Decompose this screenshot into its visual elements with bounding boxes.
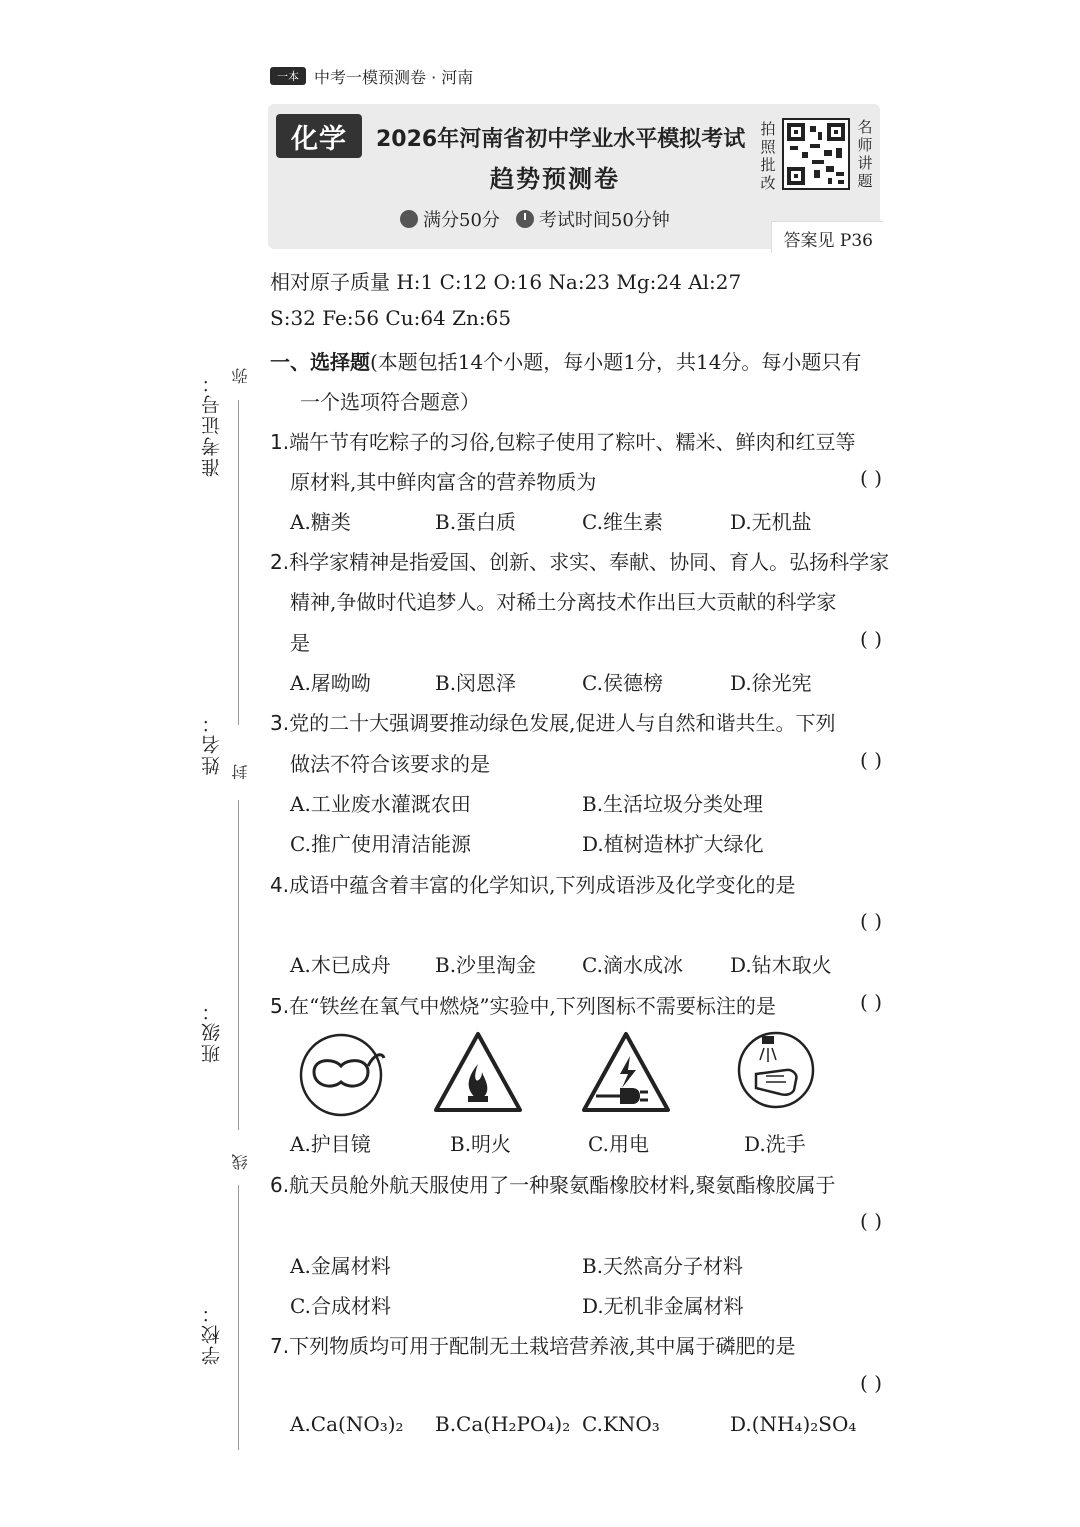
option[interactable]: B.蛋白质 (435, 510, 517, 534)
exam-meta (400, 206, 670, 232)
option[interactable]: D.无机盐 (730, 510, 812, 534)
option[interactable]: D.(NH₄)₂SO₄ (730, 1412, 857, 1436)
exam-subtitle: 趋势预测卷 (490, 165, 620, 193)
medal-icon (400, 210, 418, 228)
brand-text: 中考一模预测卷 · 河南 (314, 67, 474, 87)
seal-mark: 弥 (231, 368, 250, 384)
margin-divider (238, 800, 239, 1130)
answer-blank[interactable]: ( ) (860, 627, 882, 651)
option[interactable]: A.工业废水灌溉农田 (290, 792, 471, 816)
option[interactable]: D.植树造林扩大绿化 (582, 832, 764, 856)
option[interactable]: C.推广使用清洁能源 (290, 832, 471, 856)
answer-blank[interactable]: ( ) (860, 466, 882, 490)
option[interactable]: C.合成材料 (290, 1294, 391, 1318)
option[interactable]: B.生活垃圾分类处理 (582, 792, 764, 816)
exam-title: 2026年河南省初中学业水平模拟考试 (376, 127, 746, 152)
brand-line (270, 64, 473, 88)
margin-divider (238, 1185, 239, 1450)
label-admission-number: 准考证号： (201, 372, 223, 477)
exam-time: 考试时间50分钟 (538, 210, 670, 231)
section-description: (本题包括14个小题，每小题1分，共14分。每小题只有 (370, 350, 862, 374)
margin-divider (238, 400, 239, 725)
electricity-icon (580, 1030, 672, 1114)
question-1-line: 原材料,其中鲜肉富含的营养物质为 ( ) (290, 466, 882, 494)
answer-blank[interactable]: ( ) (860, 1371, 882, 1395)
option[interactable]: C.侯德榜 (582, 671, 663, 695)
answer-blank[interactable]: ( ) (860, 748, 882, 772)
label-name: 姓名： (201, 712, 223, 775)
section-heading (270, 346, 882, 375)
section-title: 一、选择题 (270, 350, 370, 374)
full-score: 满分50分 (423, 210, 500, 231)
clock-icon (516, 210, 534, 228)
question-2-line: 精神,争做时代追梦人。对稀土分离技术作出巨大贡献的科学家 (290, 590, 837, 614)
question-3-line: 做法不符合该要求的是 ( ) (290, 748, 882, 776)
option[interactable]: A.屠呦呦 (290, 671, 371, 695)
option[interactable]: D.徐光宪 (730, 671, 812, 695)
subject-badge: 化学 (276, 114, 362, 158)
question-6-line: 6.航天员舱外航天服使用了一种聚氨酯橡胶材料,聚氨酯橡胶属于 (270, 1173, 836, 1197)
scan-caption-right: 名 师 讲 题 (857, 118, 873, 190)
answer-blank[interactable]: ( ) (860, 990, 882, 1014)
brand-logo: 一本 (270, 67, 306, 85)
qr-code-icon[interactable] (782, 118, 850, 190)
question-2-line: 是 ( ) (290, 627, 882, 655)
option[interactable]: B.明火 (450, 1132, 512, 1156)
atomic-mass-line: 相对原子质量 H:1 C:12 O:16 Na:23 Mg:24 Al:27 (270, 270, 742, 294)
exam-header (268, 104, 880, 249)
atomic-mass-line: S:32 Fe:56 Cu:64 Zn:65 (270, 306, 512, 330)
scan-caption-left: 拍 照 批 改 (760, 120, 776, 192)
answer-blank[interactable]: ( ) (860, 1209, 882, 1233)
option[interactable]: A.金属材料 (290, 1254, 391, 1278)
answer-reference: 答案见 P36 (771, 221, 883, 253)
question-1-line: 1.端午节有吃粽子的习俗,包粽子使用了粽叶、糯米、鲜肉和红豆等 (270, 430, 856, 454)
option[interactable]: B.Ca(H₂PO₄)₂ (435, 1412, 571, 1436)
option[interactable]: D.钻木取火 (730, 953, 832, 977)
option[interactable]: C.维生素 (582, 510, 663, 534)
option[interactable]: A.护目镜 (290, 1132, 371, 1156)
question-3-line: 3.党的二十大强调要推动绿色发展,促进人与自然和谐共生。下列 (270, 711, 836, 735)
open-flame-icon (432, 1030, 524, 1114)
option[interactable]: A.Ca(NO₃)₂ (290, 1412, 404, 1436)
goggles-icon (298, 1032, 388, 1118)
seal-mark: 线 (231, 1154, 250, 1170)
label-school: 学校： (201, 1302, 223, 1365)
option[interactable]: B.闵恩泽 (435, 671, 517, 695)
option[interactable]: C.滴水成冰 (582, 953, 683, 977)
question-2-line: 2.科学家精神是指爱国、创新、求实、奉献、协同、育人。弘扬科学家 (270, 550, 890, 574)
option[interactable]: B.天然高分子材料 (582, 1254, 744, 1278)
label-class: 班级： (201, 1000, 223, 1063)
option[interactable]: B.沙里淘金 (435, 953, 537, 977)
section-description-cont: 一个选项符合题意） (300, 390, 480, 414)
option[interactable]: C.KNO₃ (582, 1412, 660, 1436)
option[interactable]: D.洗手 (744, 1132, 806, 1156)
question-5-line: 5.在“铁丝在氧气中燃烧”实验中,下列图标不需要标注的是 ( ) (270, 990, 882, 1018)
option[interactable]: D.无机非金属材料 (582, 1294, 744, 1318)
answer-blank[interactable]: ( ) (860, 909, 882, 933)
option[interactable]: A.木已成舟 (290, 953, 391, 977)
question-7-line: 7.下列物质均可用于配制无土栽培营养液,其中属于磷肥的是 (270, 1334, 796, 1358)
question-4-line: 4.成语中蕴含着丰富的化学知识,下列成语涉及化学变化的是 (270, 873, 796, 897)
option[interactable]: C.用电 (588, 1132, 649, 1156)
hand-wash-icon (736, 1030, 816, 1110)
seal-mark: 封 (231, 764, 250, 780)
option[interactable]: A.糖类 (290, 510, 351, 534)
